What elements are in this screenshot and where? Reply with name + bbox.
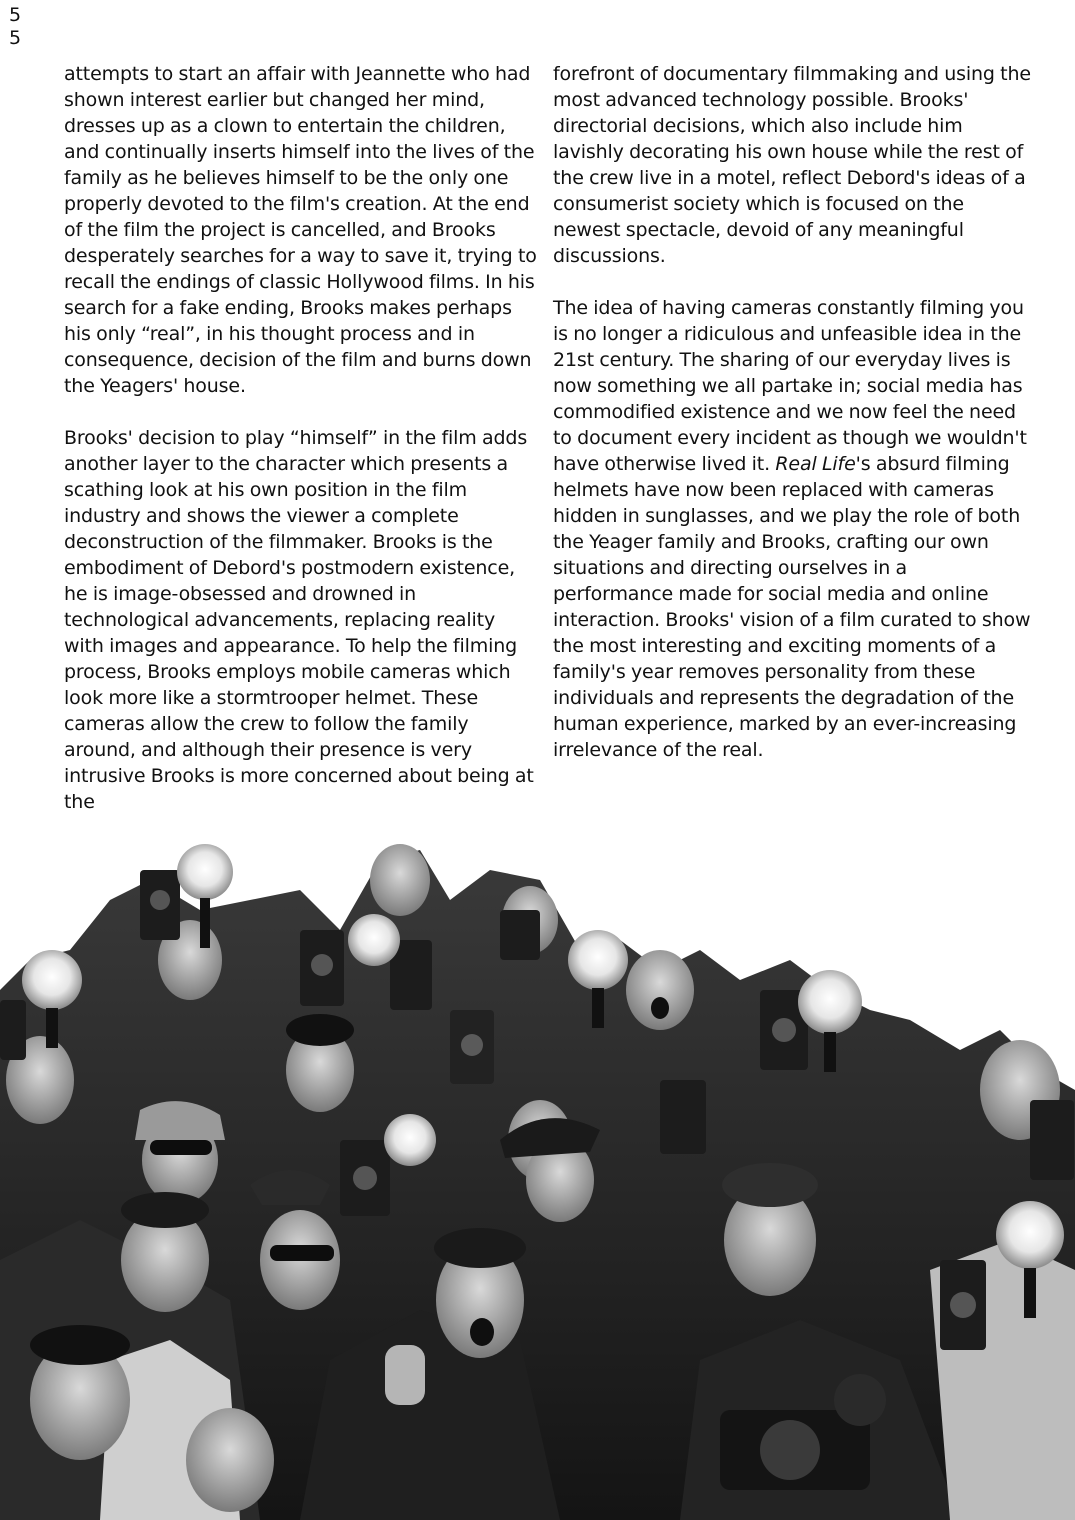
sunglasses-1	[270, 1245, 334, 1261]
camera-6-lens	[772, 1018, 796, 1042]
left-paragraph-2: Brooks' decision to play “himself” in the film adds another layer to the character which presents a scathing look at his own position in the film industry and shows the viewer a complete deconstruction of the filmmaker. Brooks is the embodiment of Debord's postmodern existence, he is image-obsessed and drowned in technological advancements, replacing reality with images and appearance. To help the filming process, Brooks employs mobile cameras which look more like a stormtrooper helmet. These cameras allow the crew to follow the family around, and although their presence is very intrusive Brooks is more concerned about being at the	[64, 427, 534, 813]
flash-bulb-5	[798, 970, 862, 1034]
right-paragraph-1: forefront of documentary filmmaking and using the most advanced technology possible. Brooks' directorial decisions, which also include him lavishly decorating his own house while the rest of the crew live in a motel, reflect Debord's ideas of a consumerist society which is focused on the newest spectacle, devoid of any meaningful discussions.	[553, 63, 1031, 267]
flash-handle-7	[1024, 1268, 1036, 1318]
movie-camera-reel	[834, 1374, 886, 1426]
camera-10-lens	[950, 1292, 976, 1318]
flash-bulb-1	[177, 844, 233, 900]
left-text-column	[64, 61, 540, 815]
right-paragraph-2-text-b: 's absurd filming helmets have now been replaced with cameras hidden in sunglasses, and we play the role of both the Yeager family and Brooks, crafting our own situations and directing ourselves in a performance made for social media and online interaction. Brooks' vision of a film curated to show the most interesting and exciting moments of a family's year removes personality from these individuals and represents the degradation of the human experience, marked by an ever-increasing irrelevance of the real.	[553, 453, 1031, 761]
camera-7	[660, 1080, 706, 1154]
hair-1	[434, 1228, 526, 1268]
pointing-hand	[385, 1345, 425, 1405]
camera-2-lens	[311, 954, 333, 976]
photographers-crowd-photo	[0, 840, 1075, 1520]
movie-camera-lens	[760, 1420, 820, 1480]
left-paragraph-1: attempts to start an affair with Jeannette who had shown interest earlier but changed her mind, dresses up as a clown to entertain the children, and continually inserts himself into the lives of the family as he believes himself to be the only one properly devoted to the film's creation. At the end of the film the project is cancelled, and Brooks desperately searches for a way to save it, trying to recall the endings of classic Hollywood films. In his search for a fake ending, Brooks makes perhaps his only “real”, in his thought process and in consequence, decision of the film and burns down the Yeagers' house.	[64, 63, 537, 397]
shouting-mouth-2	[651, 997, 669, 1019]
shouting-mouth-1	[470, 1318, 494, 1346]
flash-bulb-7	[996, 1201, 1064, 1269]
flash-bulb-2	[22, 950, 82, 1010]
sunglasses-2	[150, 1140, 212, 1155]
flash-handle-5	[824, 1032, 836, 1072]
film-title-real-life: Real Life	[775, 453, 856, 475]
flash-bulb-3	[348, 914, 400, 966]
page-number-digit-1: 5	[9, 4, 22, 26]
page-number	[9, 4, 25, 50]
right-text-column	[553, 61, 1031, 763]
flash-handle-2	[46, 1008, 58, 1048]
camera-8-lens	[353, 1166, 377, 1190]
camera-1-lens	[150, 890, 170, 910]
face-15	[186, 1408, 274, 1512]
flash-bulb-4	[568, 930, 628, 990]
face-2	[370, 844, 430, 916]
right-paragraph-2-text-a: The idea of having cameras constantly filming you is no longer a ridiculous and unfeasible idea in the 21st century. The sharing of our everyday lives is now something we all partake in; social media has commodified existence and we now feel the need to document every incident as though we wouldn't have otherwise lived it.	[553, 297, 1027, 475]
hair-4	[30, 1325, 130, 1365]
photo-illustration	[0, 840, 1075, 1520]
camera-9	[1030, 1100, 1074, 1180]
page-number-digit-2: 5	[9, 27, 22, 49]
right-paragraph-2	[553, 295, 1031, 763]
camera-11	[0, 1000, 26, 1060]
camera-5-lens	[461, 1034, 483, 1056]
flash-handle-4	[592, 988, 604, 1028]
hair-2	[722, 1163, 818, 1207]
hair-3	[121, 1192, 209, 1228]
camera-4	[500, 910, 540, 960]
flash-bulb-6	[384, 1114, 436, 1166]
flash-handle-1	[200, 898, 210, 948]
hair-5	[286, 1014, 354, 1046]
